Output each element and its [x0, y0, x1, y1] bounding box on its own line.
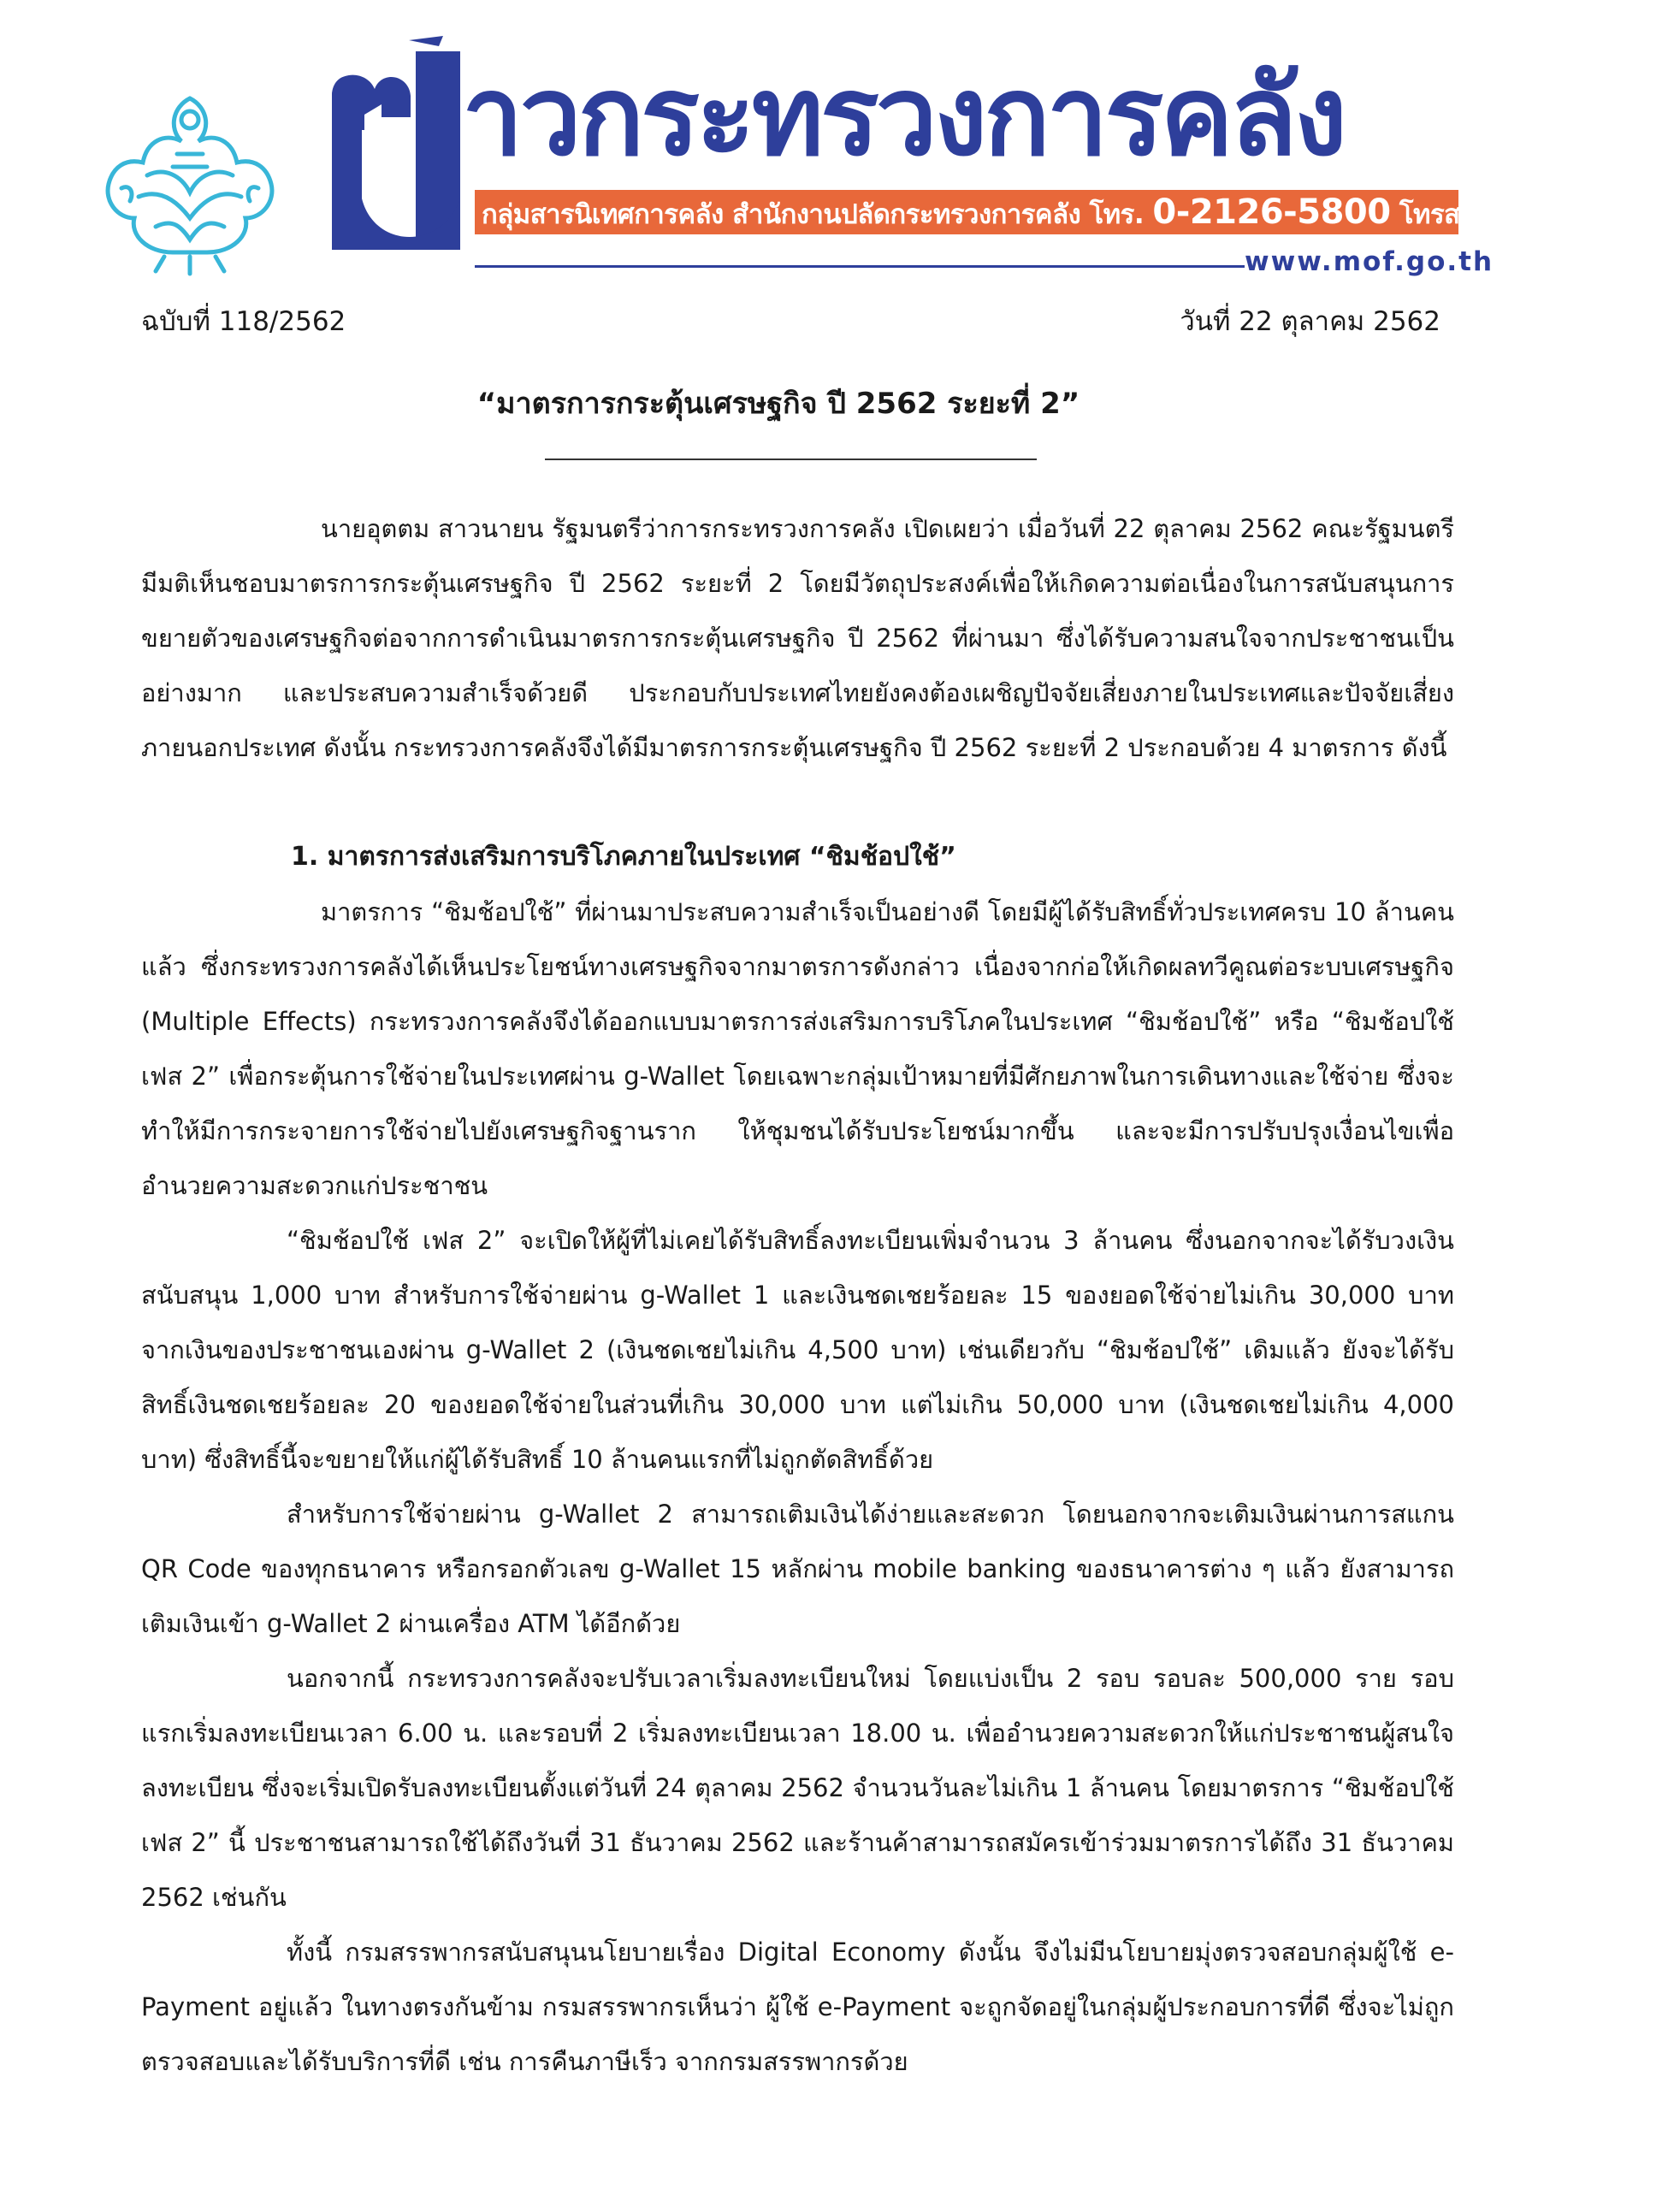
body-paragraph: สำหรับการใช้จ่ายผ่าน g-Wallet 2 สามารถเติมเงินได้ง่ายและสะดวก โดยนอกจากจะเติมเงินผ่านการสแกน QR Code ของทุกธนาคาร หรือกรอกตัวเลข g-Wallet 15 หลักผ่าน mobile banking ของธนาคารต่าง ๆ แล้ว ยังสามารถเติมเงินเข้า g-Wallet 2 ผ่านเครื่อง ATM ได้อีกด้วย [141, 1500, 1454, 1638]
intro-paragraph: นายอุตตม สาวนายน รัฐมนตรีว่าการกระทรวงการคลัง เปิดเผยว่า เมื่อวันที่ 22 ตุลาคม 2562 คณะรัฐมนตรีมีมติเห็นชอบมาตรการกระตุ้นเศรษฐกิจ ปี 2562 ระยะที่ 2 โดยมีวัตถุประสงค์เพื่อให้เกิดความต่อเนื่องในการสนับสนุนการขยายตัวของเศรษฐกิจต่อจากการดำเนินมาตรการกระตุ้นเศรษฐกิจ ปี 2562 ที่ผ่านมา ซึ่งได้รับความสนใจจากประชาชนเป็นอย่างมาก และประสบความสำเร็จด้วยดี ประกอบกับประเทศไทยยังคงต้องเผชิญปัจจัยเสี่ยงภายในประเทศและปัจจัยเสี่ยงภายนอกประเทศ ดังนั้น กระทรวงการคลังจึงได้มีมาตรการกระตุ้นเศรษฐกิจ ปี 2562 ระยะที่ 2 ประกอบด้วย 4 มาตรการ ดังนี้ [141, 514, 1454, 762]
issue-number: ฉบับที่ 118/2562 [141, 306, 346, 337]
website-link[interactable]: www.mof.go.th [1245, 246, 1494, 277]
body-paragraph: “ชิมช้อปใช้ เฟส 2” จะเปิดให้ผู้ที่ไม่เคยได้รับสิทธิ์ลงทะเบียนเพิ่มจำนวน 3 ล้านคน ซึ่งนอกจากจะได้รับวงเงินสนับสนุน 1,000 บาท สำหรับการใช้จ่ายผ่าน g-Wallet 1 และเงินชดเชยร้อยละ 15 ของยอดใช้จ่ายไม่เกิน 30,000 บาท จากเงินของประชาชนเองผ่าน g-Wallet 2 (เงินชดเชยไม่เกิน 4,500 บาท) เช่นเดียวกับ “ชิมช้อปใช้” เดิมแล้ว ยังจะได้รับสิทธิ์เงินชดเชยร้อยละ 20 ของยอดใช้จ่ายในส่วนที่เกิน 30,000 บาท แต่ไม่เกิน 50,000 บาท (เงินชดเชยไม่เกิน 4,000 บาท) ซึ่งสิทธิ์นี้จะขยายให้แก่ผู้ได้รับสิทธิ์ 10 ล้านคนแรกที่ไม่ถูกตัดสิทธิ์ด้วย [141, 1226, 1454, 1474]
contact-fax: โทรสาร 0-2273-9763 [1399, 199, 1680, 230]
masthead-title: าวกระทรวงการคลัง [462, 53, 1344, 180]
body-paragraph: นอกจากนี้ กระทรวงการคลังจะปรับเวลาเริ่มลงทะเบียนใหม่ โดยแบ่งเป็น 2 รอบ รอบละ 500,000 ราย รอบแรกเริ่มลงทะเบียนเวลา 6.00 น. และรอบที่ 2 เริ่มลงทะเบียนเวลา 18.00 น. เพื่ออำนวยความสะดวกให้แก่ประชาชนผู้สนใจลงทะเบียน ซึ่งจะเริ่มเปิดรับลงทะเบียนตั้งแต่วันที่ 24 ตุลาคม 2562 จำนวนวันละไม่เกิน 1 ล้านคน โดยมาตรการ “ชิมช้อปใช้ เฟส 2” นี้ ประชาชนสามารถใช้ได้ถึงวันที่ 31 ธันวาคม 2562 และร้านค้าสามารถสมัครเข้าร่วมมาตรการได้ถึง 31 ธันวาคม 2562 เช่นกัน [141, 1664, 1454, 1912]
contact-bar [475, 190, 1680, 234]
title-divider [545, 459, 1037, 460]
body-paragraph: มาตรการ “ชิมช้อปใช้” ที่ผ่านมาประสบความสำเร็จเป็นอย่างดี โดยมีผู้ได้รับสิทธิ์ทั่วประเทศครบ 10 ล้านคนแล้ว ซึ่งกระทรวงการคลังได้เห็นประโยชน์ทางเศรษฐกิจจากมาตรการดังกล่าว เนื่องจากก่อให้เกิดผลทวีคูณต่อระบบเศรษฐกิจ (Multiple Effects) กระทรวงการคลังจึงได้ออกแบบมาตรการส่งเสริมการบริโภคในประเทศ “ชิมช้อปใช้” หรือ “ชิมช้อปใช้ เฟส 2” เพื่อกระตุ้นการใช้จ่ายในประเทศผ่าน g-Wallet โดยเฉพาะกลุ่มเป้าหมายที่มีศักยภาพในการเดินทางและใช้จ่าย ซึ่งจะทำให้มีการกระจายการใช้จ่ายไปยังเศรษฐกิจฐานราก ให้ชุมชนได้รับประโยชน์มากขึ้น และจะมีการปรับปรุงเงื่อนไขเพื่ออำนวยความสะดวกแก่ประชาชน [141, 897, 1454, 1200]
page-title: “มาตรการกระตุ้นเศรษฐกิจ ปี 2562 ระยะที่ 2” [476, 387, 1080, 421]
contact-org: กลุ่มสารนิเทศการคลัง สำนักงานปลัดกระทรวงการคลัง [482, 199, 1081, 230]
header-divider [475, 265, 1245, 268]
document-body [141, 501, 1454, 2089]
contact-tel: 0-2126-5800 [1152, 192, 1391, 232]
contact-tel-label: โทร. [1089, 199, 1145, 230]
section-heading: 1. มาตรการส่งเสริมการบริโภคภายในประเทศ “ชิมช้อปใช้” [291, 842, 956, 872]
issue-date: วันที่ 22 ตุลาคม 2562 [1180, 306, 1440, 337]
garuda-emblem-icon [96, 81, 284, 278]
masthead-first-letter [315, 36, 477, 267]
body-paragraph: ทั้งนี้ กรมสรรพากรสนับสนุนนโยบายเรื่อง Digital Economy ดังนั้น จึงไม่มีนโยบายมุ่งตรวจสอบกลุ่มผู้ใช้ e-Payment อยู่แล้ว ในทางตรงกันข้าม กรมสรรพากรเห็นว่า ผู้ใช้ e-Payment จะถูกจัดอยู่ในกลุ่มผู้ประกอบการที่ดี ซึ่งจะไม่ถูกตรวจสอบและได้รับบริการที่ดี เช่น การคืนภาษีเร็ว จากกรมสรรพากรด้วย [141, 1938, 1454, 2076]
